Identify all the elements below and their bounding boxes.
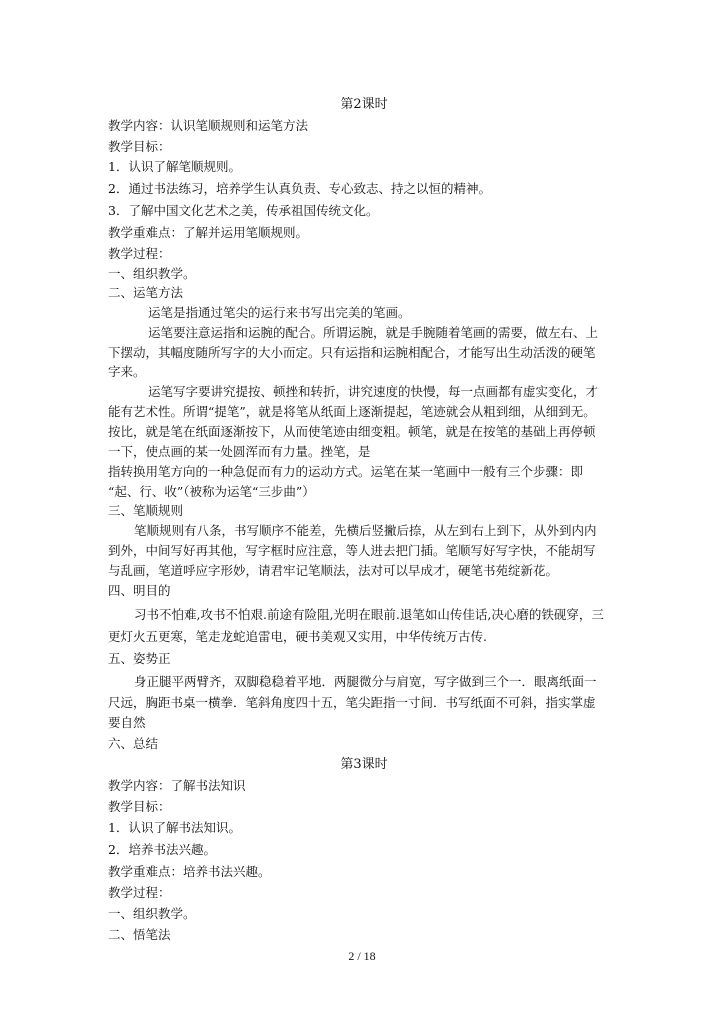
lesson3-process-label: 教学过程： <box>108 885 171 900</box>
paragraph-line: 运笔写字要讲究提按、顿挫和转折，讲究速度的快慢，每一点画都有虚实变化，才 <box>148 384 599 399</box>
paragraph-line: 到外，中间写好再其他，写字框时应注意，等人进去把门插。笔顺写好写字快，不能胡写 <box>108 543 596 558</box>
lesson3-goal-1: 1．认识了解书法知识。 <box>108 820 241 835</box>
lesson3-key-points: 教学重难点：培养书法兴趣。 <box>108 864 271 879</box>
lesson2-key-points: 教学重难点：了解并运用笔顺规则。 <box>108 225 309 240</box>
lesson2-section-4-heading: 四、明目的 <box>108 583 171 598</box>
paragraph-line: “起、行、收”（被称为运笔“三步曲”） <box>108 484 315 499</box>
paragraph-line: 身正腿平两臂齐，双脚稳稳着平地．两腿微分与肩宽，写字做到三个一．眼离纸面一 <box>134 674 597 689</box>
lesson2-goals-label: 教学目标： <box>108 139 171 154</box>
paragraph-line: 字来。 <box>108 364 146 379</box>
lesson2-goal-1: 1．认识了解笔顺规则。 <box>108 159 241 174</box>
paragraph-line: 要自然 <box>108 715 146 730</box>
lesson2-title: 第2课时 <box>340 97 388 112</box>
paragraph-line: 更灯火五更寒，笔走龙蛇追雷电，硬书美观又实用，中华传统万古传. <box>108 629 487 644</box>
paragraph-line: 习书不怕难,攻书不怕艰.前途有险阻,光明在眼前.退笔如山传佳话,决心磨的铁砚穿，三 <box>134 607 604 622</box>
lesson3-section-1: 一、组织教学。 <box>108 906 196 921</box>
paragraph-line: 能有艺术性。所谓“提笔”，就是将笔从纸面上逐渐提起，笔迹就会从粗到细，从细到无。 <box>108 404 596 419</box>
lesson2-goal-2: 2．通过书法练习，培养学生认真负责、专心致志、持之以恒的精神。 <box>108 181 491 196</box>
paragraph-line: 按比，就是笔在纸面逐渐按下，从而使笔迹由细变粗。顿笔，就是在按笔的基础上再停顿 <box>108 424 596 439</box>
lesson3-goal-2: 2．培养书法兴趣。 <box>108 842 216 857</box>
page-number: 2 / 18 <box>348 949 376 963</box>
paragraph-line: 尺远，胸距书桌一横拳．笔斜角度四十五，笔尖距指一寸间．书写纸面不可斜，指实掌虚 <box>108 695 596 710</box>
lesson2-section-5-heading: 五、姿势正 <box>108 651 171 666</box>
lesson2-section-6-heading: 六、总结 <box>108 736 159 751</box>
lesson3-section-2-heading: 二、悟笔法 <box>108 927 171 942</box>
paragraph-line: 笔顺规则有八条，书写顺序不能差，先横后竖撇后捺，从左到右上到下，从外到内内 <box>134 523 597 538</box>
lesson2-goal-3: 3．了解中国文化艺术之美，传承祖国传统文化。 <box>108 203 379 218</box>
lesson2-content: 教学内容：认识笔顺规则和运笔方法 <box>108 118 309 133</box>
lesson3-content: 教学内容：了解书法知识 <box>108 778 246 793</box>
paragraph-line: 与乱画，笔道呼应字形妙，请君牢记笔顺法，法对可以早成才，硬笔书苑绽新花。 <box>108 563 559 578</box>
lesson2-section-1: 一、组织教学。 <box>108 266 196 281</box>
paragraph-line: 下摆动，其幅度随所写字的大小而定。只有运指和运腕相配合，才能写出生动活泼的硬笔 <box>108 345 596 360</box>
lesson3-title: 第3课时 <box>340 757 388 772</box>
lesson2-process-label: 教学过程： <box>108 246 171 261</box>
paragraph-line: 一下，使点画的某一处圆浑而有力量。挫笔，是 <box>108 444 371 459</box>
lesson2-section-2-heading: 二、运笔方法 <box>108 285 184 300</box>
lesson3-goals-label: 教学目标： <box>108 799 171 814</box>
paragraph-line: 指转换用笔方向的一种急促而有力的运动方式。运笔在某一笔画中一般有三个步骤：即 <box>108 464 584 479</box>
lesson2-section-3-heading: 三、笔顺规则 <box>108 503 184 518</box>
paragraph-line: 运笔要注意运指和运腕的配合。所谓运腕，就是手腕随着笔画的需要，做左右、上 <box>148 325 599 340</box>
paragraph-line: 运笔是指通过笔尖的运行来书写出完美的笔画。 <box>148 305 411 320</box>
